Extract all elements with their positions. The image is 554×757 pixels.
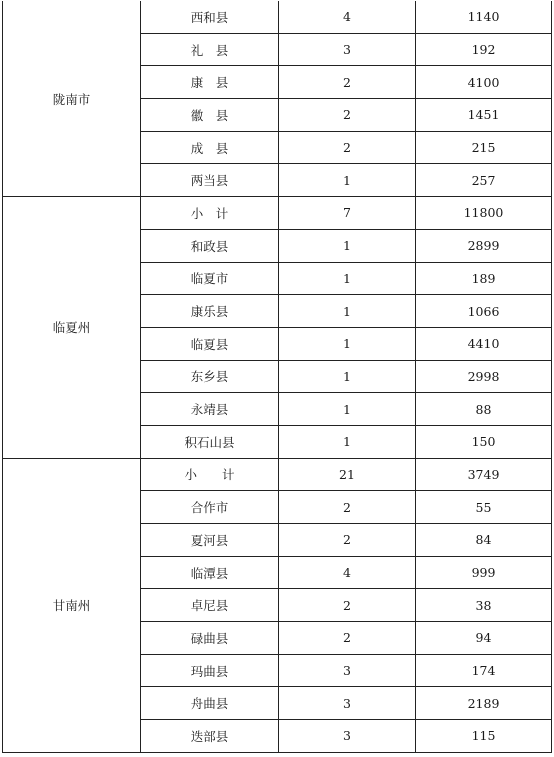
county-cell: 康乐县 (141, 295, 279, 328)
count-cell: 1 (279, 393, 416, 426)
value-cell: 192 (416, 33, 552, 66)
county-cell: 成 县 (141, 131, 279, 164)
value-cell: 115 (416, 720, 552, 753)
county-cell: 迭部县 (141, 720, 279, 753)
county-cell: 徽 县 (141, 99, 279, 132)
value-cell: 55 (416, 491, 552, 524)
value-cell: 4410 (416, 327, 552, 360)
value-cell: 4100 (416, 66, 552, 99)
county-cell: 东乡县 (141, 360, 279, 393)
county-cell: 玛曲县 (141, 654, 279, 687)
count-cell: 21 (279, 458, 416, 491)
table-body (3, 1, 552, 752)
count-cell: 2 (279, 99, 416, 132)
region-cell: 甘南州 (3, 458, 141, 752)
table-row (3, 1, 552, 33)
value-cell: 84 (416, 524, 552, 557)
table-row (3, 197, 552, 230)
count-cell: 2 (279, 622, 416, 655)
count-cell: 1 (279, 262, 416, 295)
county-cell: 永靖县 (141, 393, 279, 426)
county-cell: 夏河县 (141, 524, 279, 557)
count-cell: 3 (279, 654, 416, 687)
value-cell: 999 (416, 556, 552, 589)
count-cell: 1 (279, 229, 416, 262)
county-cell: 康 县 (141, 66, 279, 99)
value-cell: 189 (416, 262, 552, 295)
county-cell: 临夏县 (141, 327, 279, 360)
county-cell: 舟曲县 (141, 687, 279, 720)
count-cell: 2 (279, 589, 416, 622)
county-cell: 碌曲县 (141, 622, 279, 655)
count-cell: 4 (279, 1, 416, 33)
count-cell: 3 (279, 33, 416, 66)
region-cell: 陇南市 (3, 1, 141, 197)
value-cell: 3749 (416, 458, 552, 491)
value-cell: 94 (416, 622, 552, 655)
value-cell: 215 (416, 131, 552, 164)
county-cell: 临潭县 (141, 556, 279, 589)
count-cell: 2 (279, 524, 416, 557)
county-cell: 礼 县 (141, 33, 279, 66)
county-cell: 积石山县 (141, 425, 279, 458)
count-cell: 2 (279, 491, 416, 524)
value-cell: 2899 (416, 229, 552, 262)
value-cell: 257 (416, 164, 552, 197)
count-cell: 3 (279, 687, 416, 720)
county-cell: 小 计 (141, 197, 279, 230)
statistics-table (2, 1, 552, 753)
count-cell: 1 (279, 164, 416, 197)
county-cell: 小 计 (141, 458, 279, 491)
value-cell: 1451 (416, 99, 552, 132)
count-cell: 1 (279, 295, 416, 328)
count-cell: 4 (279, 556, 416, 589)
county-cell: 卓尼县 (141, 589, 279, 622)
value-cell: 150 (416, 425, 552, 458)
value-cell: 38 (416, 589, 552, 622)
county-cell: 临夏市 (141, 262, 279, 295)
count-cell: 2 (279, 66, 416, 99)
value-cell: 2998 (416, 360, 552, 393)
county-cell: 和政县 (141, 229, 279, 262)
count-cell: 1 (279, 425, 416, 458)
value-cell: 2189 (416, 687, 552, 720)
table-row (3, 458, 552, 491)
county-cell: 合作市 (141, 491, 279, 524)
value-cell: 88 (416, 393, 552, 426)
county-cell: 两当县 (141, 164, 279, 197)
value-cell: 11800 (416, 197, 552, 230)
county-cell: 西和县 (141, 1, 279, 33)
value-cell: 1140 (416, 1, 552, 33)
count-cell: 2 (279, 131, 416, 164)
count-cell: 1 (279, 327, 416, 360)
count-cell: 1 (279, 360, 416, 393)
value-cell: 1066 (416, 295, 552, 328)
value-cell: 174 (416, 654, 552, 687)
region-cell: 临夏州 (3, 197, 141, 459)
count-cell: 3 (279, 720, 416, 753)
count-cell: 7 (279, 197, 416, 230)
